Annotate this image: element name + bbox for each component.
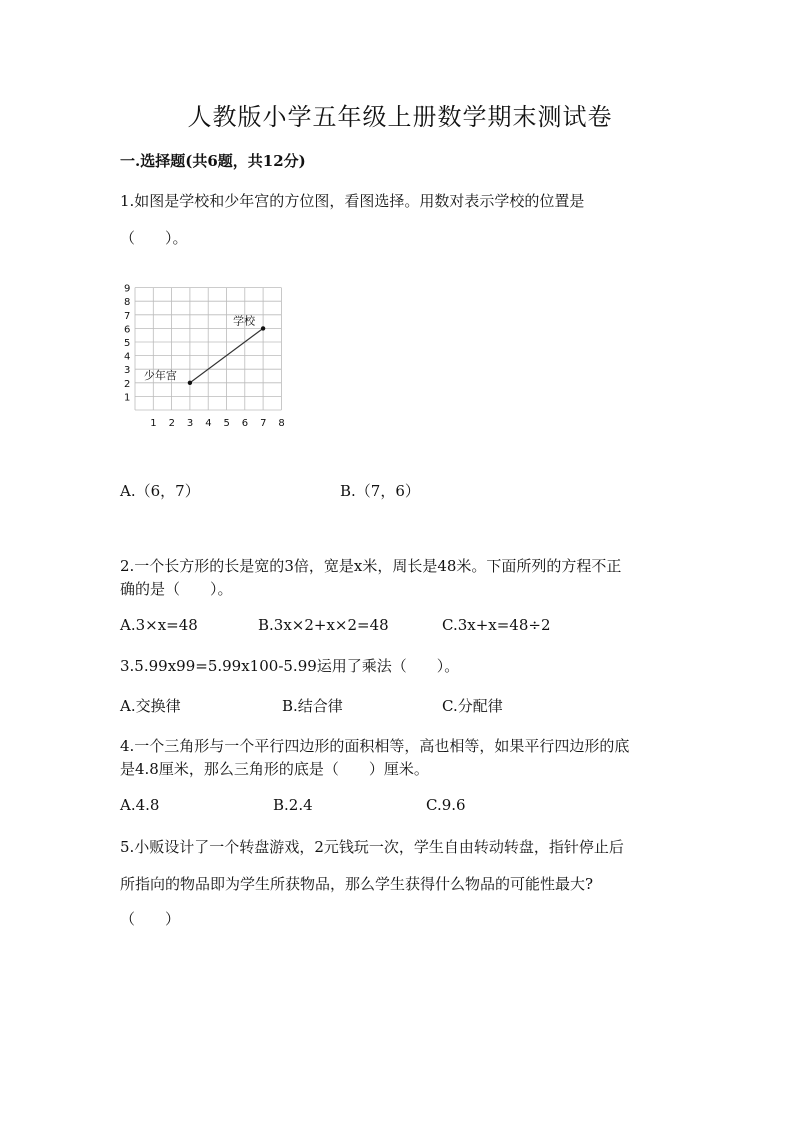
y-tick-label: 8 xyxy=(124,297,131,309)
x-tick-label: 5 xyxy=(223,418,230,429)
question-2-option-a: A.3×x=48 xyxy=(120,616,198,634)
x-tick-label: 6 xyxy=(241,418,249,429)
x-tick-label: 3 xyxy=(186,418,194,429)
y-tick-label: 4 xyxy=(124,351,131,363)
question-4-text-cont: 是4.8厘米，那么三角形的底是（ ）厘米。 xyxy=(120,760,429,778)
question-2-option-b: B.3x×2+x×2=48 xyxy=(258,616,389,634)
school-label: 学校 xyxy=(233,314,256,328)
y-tick-label: 7 xyxy=(124,310,131,322)
school-point xyxy=(261,326,265,330)
x-tick-label: 4 xyxy=(205,418,212,429)
question-5-text: 5.小贩设计了一个转盘游戏，2元钱玩一次，学生自由转动转盘，指针停止后 xyxy=(120,838,624,856)
question-1-blank: （ ）。 xyxy=(120,229,188,247)
question-3-option-b: B.结合律 xyxy=(282,697,343,715)
youth-palace-label: 少年宫 xyxy=(143,368,177,382)
question-5-text-cont: 所指向的物品即为学生所获物品，那么学生获得什么物品的可能性最大? xyxy=(120,875,594,893)
coordinate-grid-figure xyxy=(115,280,300,430)
question-1-text: 1.如图是学校和少年宫的方位图，看图选择。用数对表示学校的位置是 xyxy=(120,192,585,210)
question-4-option-b: B.2.4 xyxy=(273,796,313,814)
question-2-text-cont: 确的是（ ）。 xyxy=(120,580,233,598)
y-axis-ticks xyxy=(124,284,130,404)
question-4-option-a: A.4.8 xyxy=(120,796,160,814)
x-tick-label: 1 xyxy=(150,418,157,429)
question-4-text: 4.一个三角形与一个平行四边形的面积相等，高也相等，如果平行四边形的底 xyxy=(120,737,630,755)
youth-palace-point xyxy=(188,381,192,385)
y-tick-label: 1 xyxy=(124,392,131,404)
x-tick-label: 8 xyxy=(278,418,285,429)
y-tick-label: 5 xyxy=(124,338,131,349)
question-5-blank: （ ） xyxy=(120,910,181,928)
question-2-text: 2.一个长方形的长是宽的3倍，宽是x米，周长是48米。下面所列的方程不正 xyxy=(120,557,622,575)
y-tick-label: 3 xyxy=(124,365,131,377)
question-1-option-b: B.（7，6） xyxy=(340,482,420,500)
x-tick-label: 7 xyxy=(260,418,267,429)
x-tick-label: 2 xyxy=(168,418,175,429)
question-3-text: 3.5.99x99=5.99x100-5.99运用了乘法（ ）。 xyxy=(120,657,460,675)
y-tick-label: 9 xyxy=(124,283,131,295)
y-tick-label: 6 xyxy=(124,324,131,336)
question-3-option-c: C.分配律 xyxy=(442,697,503,715)
question-2-option-c: C.3x+x=48÷2 xyxy=(442,616,551,634)
y-tick-label: 2 xyxy=(124,378,131,390)
section-heading-choice: 一.选择题(共6题，共12分) xyxy=(120,152,306,170)
grid-lines xyxy=(135,288,281,410)
question-1-option-a: A.（6，7） xyxy=(120,482,200,500)
question-4-option-c: C.9.6 xyxy=(426,796,466,814)
page-title: 人教版小学五年级上册数学期末测试卷 xyxy=(187,103,613,131)
x-axis-ticks xyxy=(150,418,284,429)
question-3-option-a: A.交换律 xyxy=(120,697,181,715)
